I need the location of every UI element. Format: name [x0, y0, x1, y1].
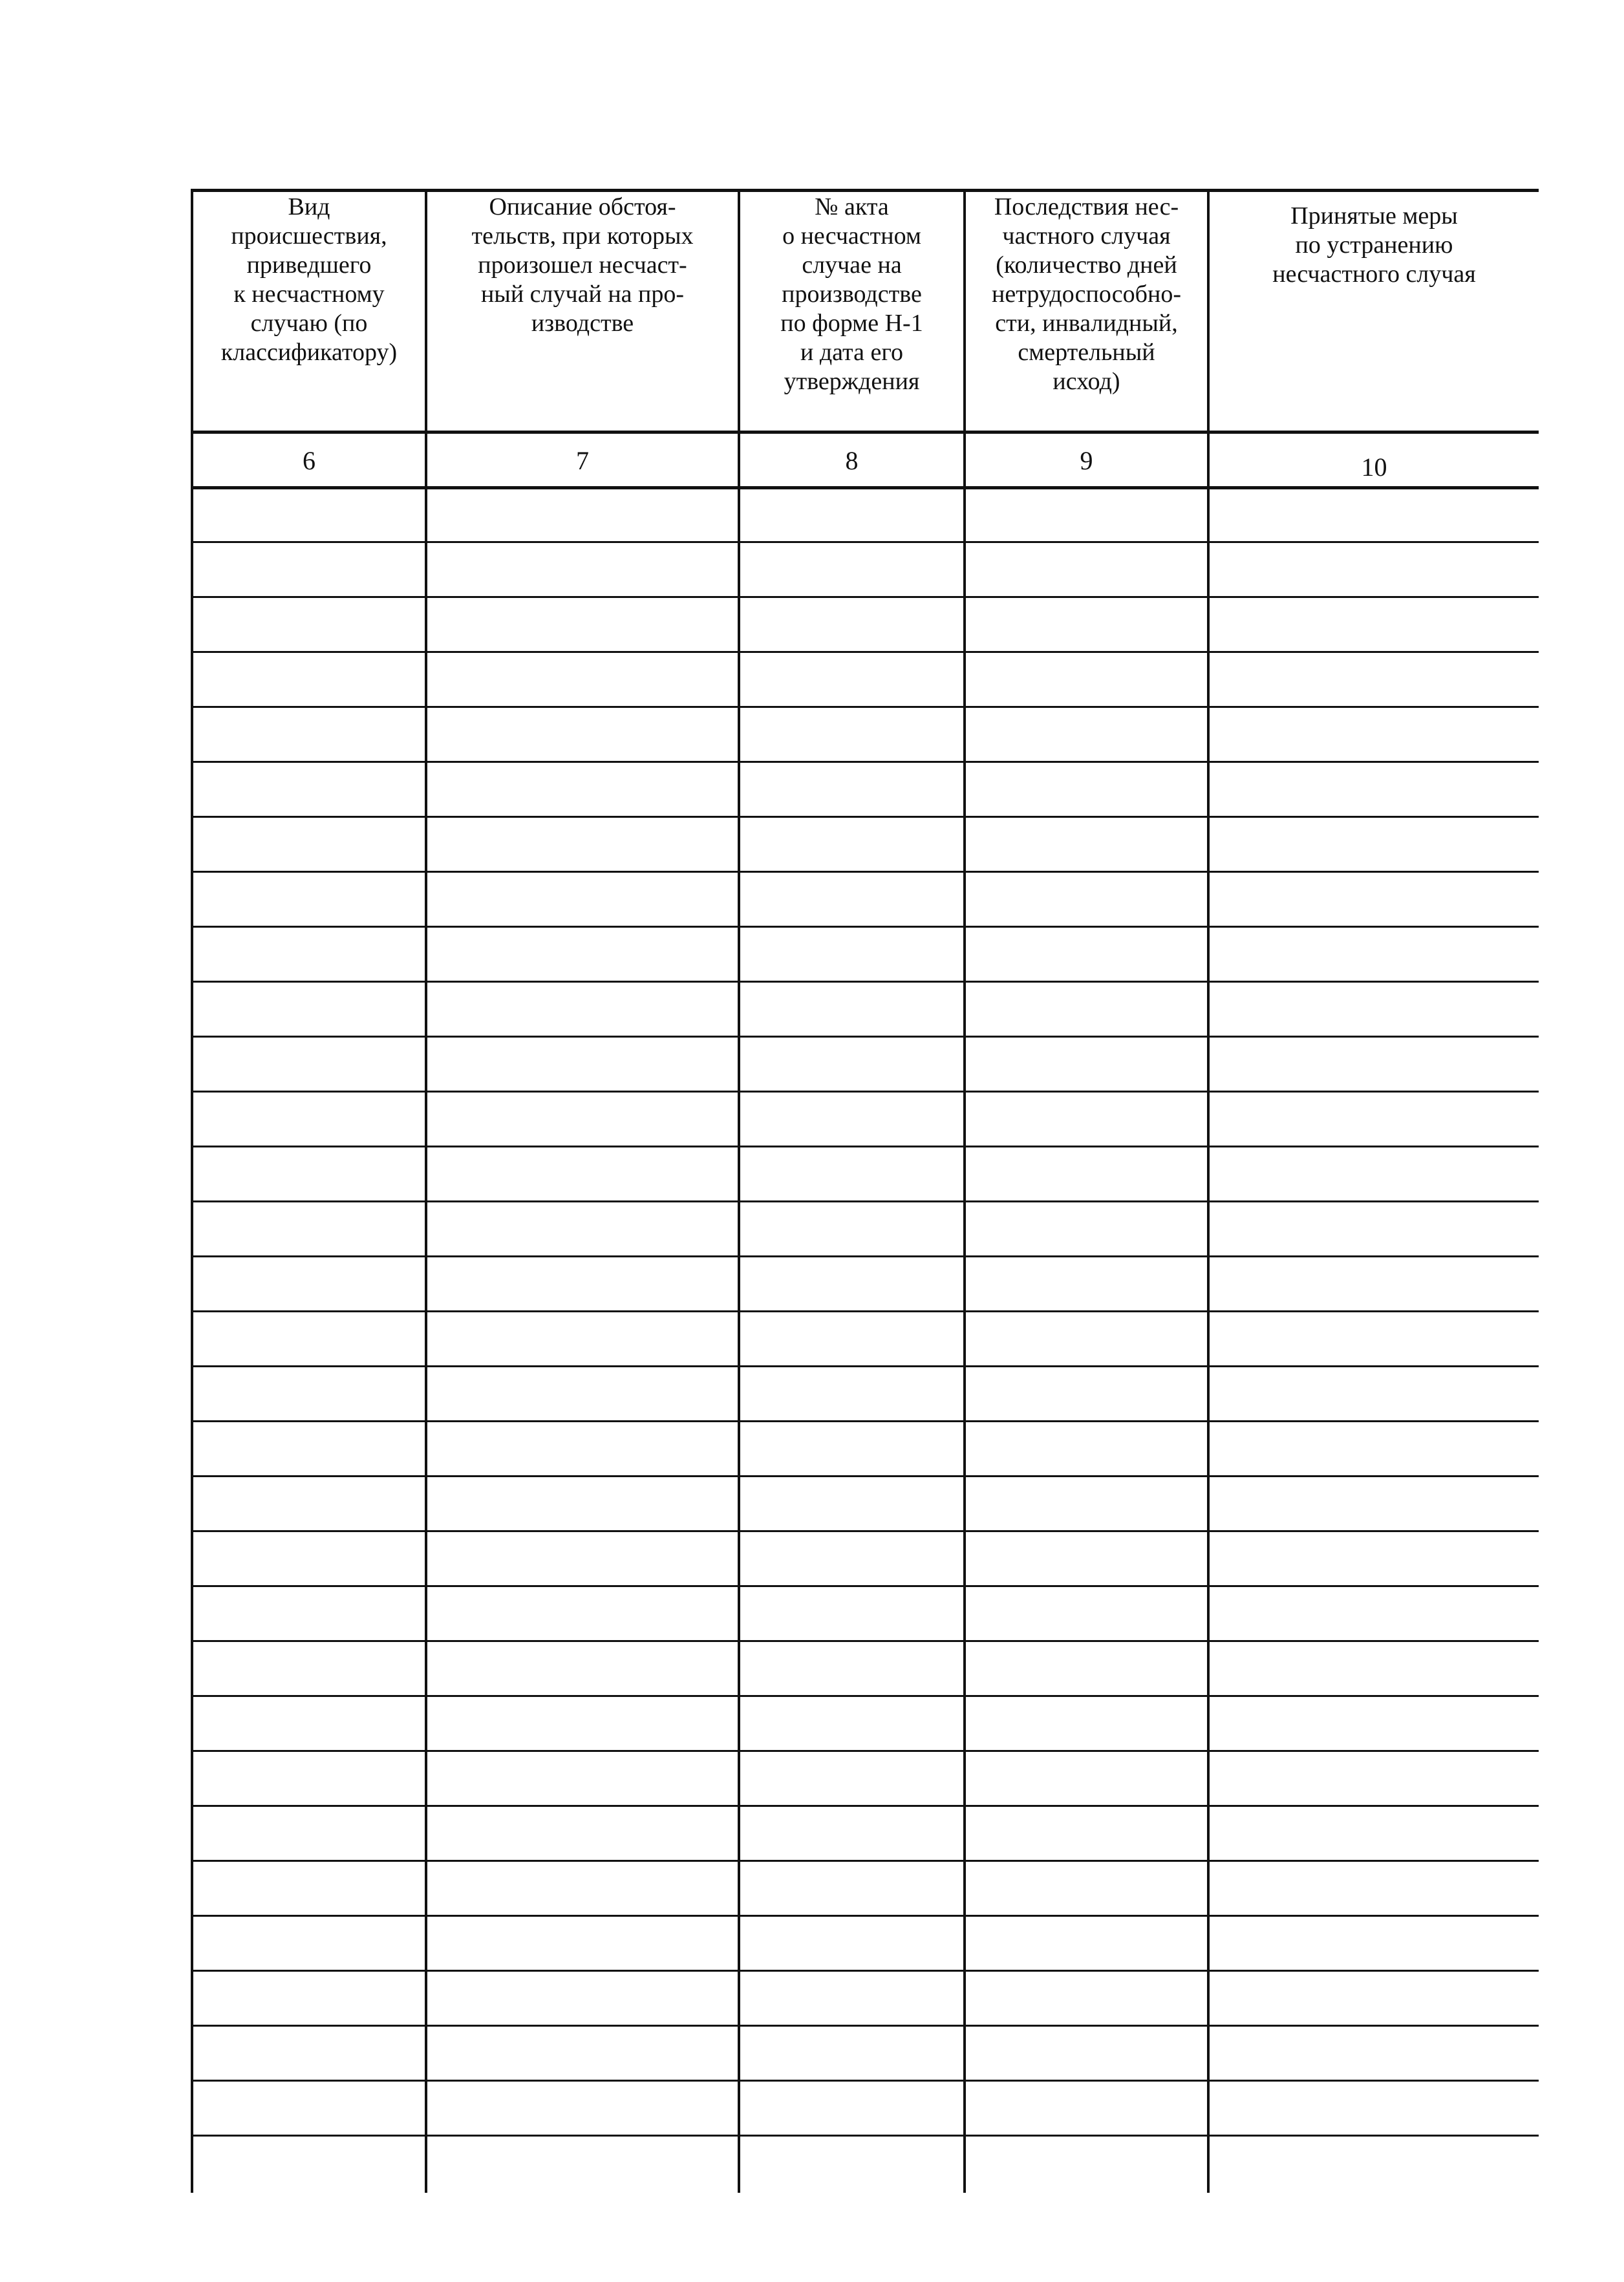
- table-row: [191, 1640, 1539, 1695]
- table-row: [191, 1750, 1539, 1805]
- row-rule: [191, 1695, 1539, 1697]
- row-rule: [191, 541, 1539, 543]
- column-header-9: Последствия нес- частного случая (количество дней нетрудоспособно- сти, инвалидный, смертельный исход): [992, 193, 1181, 395]
- column-number-6: 6: [303, 446, 315, 475]
- table-row: [191, 1860, 1539, 1915]
- table-row: [191, 1146, 1539, 1200]
- table-row: [191, 706, 1539, 761]
- row-rule: [191, 871, 1539, 873]
- column-header-8: № акта о несчастном случае на производстве по форме Н-1 и дата его утверждения: [780, 193, 923, 395]
- table-row: [191, 2025, 1539, 2080]
- table-row: [191, 1970, 1539, 2025]
- table-row: [191, 1255, 1539, 1310]
- table-row: [191, 541, 1539, 596]
- row-rule: [191, 1036, 1539, 1038]
- row-rule: [191, 651, 1539, 653]
- table-row: [191, 1420, 1539, 1475]
- column-header-10: Принятые меры по устранению несчастного случая: [1272, 202, 1476, 288]
- row-rule: [191, 2080, 1539, 2082]
- column-number-8: 8: [845, 446, 859, 475]
- row-rule: [191, 1475, 1539, 1477]
- column-header-7: Описание обстоя- тельств, при которых произошел несчаст- ный случай на про- изводстве: [471, 193, 694, 337]
- table-row: [191, 1200, 1539, 1255]
- table-row: [191, 2135, 1539, 2190]
- table-row: [191, 761, 1539, 816]
- row-rule: [191, 816, 1539, 818]
- table-row: [191, 1915, 1539, 1970]
- table-row: [191, 2080, 1539, 2135]
- table-row: [191, 1310, 1539, 1365]
- row-rule: [191, 1365, 1539, 1367]
- row-rule: [191, 1915, 1539, 1917]
- row-rule: [191, 1200, 1539, 1202]
- table-row: [191, 1530, 1539, 1585]
- row-rule: [191, 1970, 1539, 1972]
- table-row: [191, 1036, 1539, 1091]
- table-row: [191, 1695, 1539, 1750]
- table-row: [191, 981, 1539, 1036]
- row-rule: [191, 1585, 1539, 1587]
- column-number-7: 7: [576, 446, 589, 475]
- table-row: [191, 1091, 1539, 1146]
- table-row: [191, 926, 1539, 981]
- row-rule: [191, 1860, 1539, 1862]
- row-rule: [191, 1750, 1539, 1752]
- row-rule: [191, 1530, 1539, 1532]
- row-rule: [191, 1310, 1539, 1312]
- row-rule: [191, 926, 1539, 928]
- row-rule: [191, 1255, 1539, 1257]
- table-row: [191, 1475, 1539, 1530]
- row-rule: [191, 1420, 1539, 1422]
- row-rule: [191, 1640, 1539, 1642]
- row-rule: [191, 2135, 1539, 2137]
- row-rule: [191, 1091, 1539, 1093]
- table-row: [191, 816, 1539, 871]
- row-rule: [191, 1146, 1539, 1147]
- table-row: [191, 486, 1539, 541]
- table-row: [191, 1805, 1539, 1860]
- table-row: [191, 651, 1539, 706]
- table-row: [191, 1585, 1539, 1640]
- table-row: [191, 596, 1539, 651]
- row-rule: [191, 1805, 1539, 1807]
- row-rule: [191, 981, 1539, 983]
- row-rule: [191, 596, 1539, 598]
- row-rule: [191, 706, 1539, 708]
- accident-register-table: [191, 189, 1539, 2193]
- table-row: [191, 871, 1539, 926]
- table-row: [191, 1365, 1539, 1420]
- row-rule: [191, 761, 1539, 763]
- column-header-6: Вид происшествия, приведшего к несчастному случаю (по классификатору): [220, 193, 398, 366]
- column-number-9: 9: [1080, 446, 1093, 475]
- column-number-10: 10: [1361, 453, 1387, 482]
- row-rule: [191, 2025, 1539, 2027]
- table-top-rule: [191, 189, 1539, 192]
